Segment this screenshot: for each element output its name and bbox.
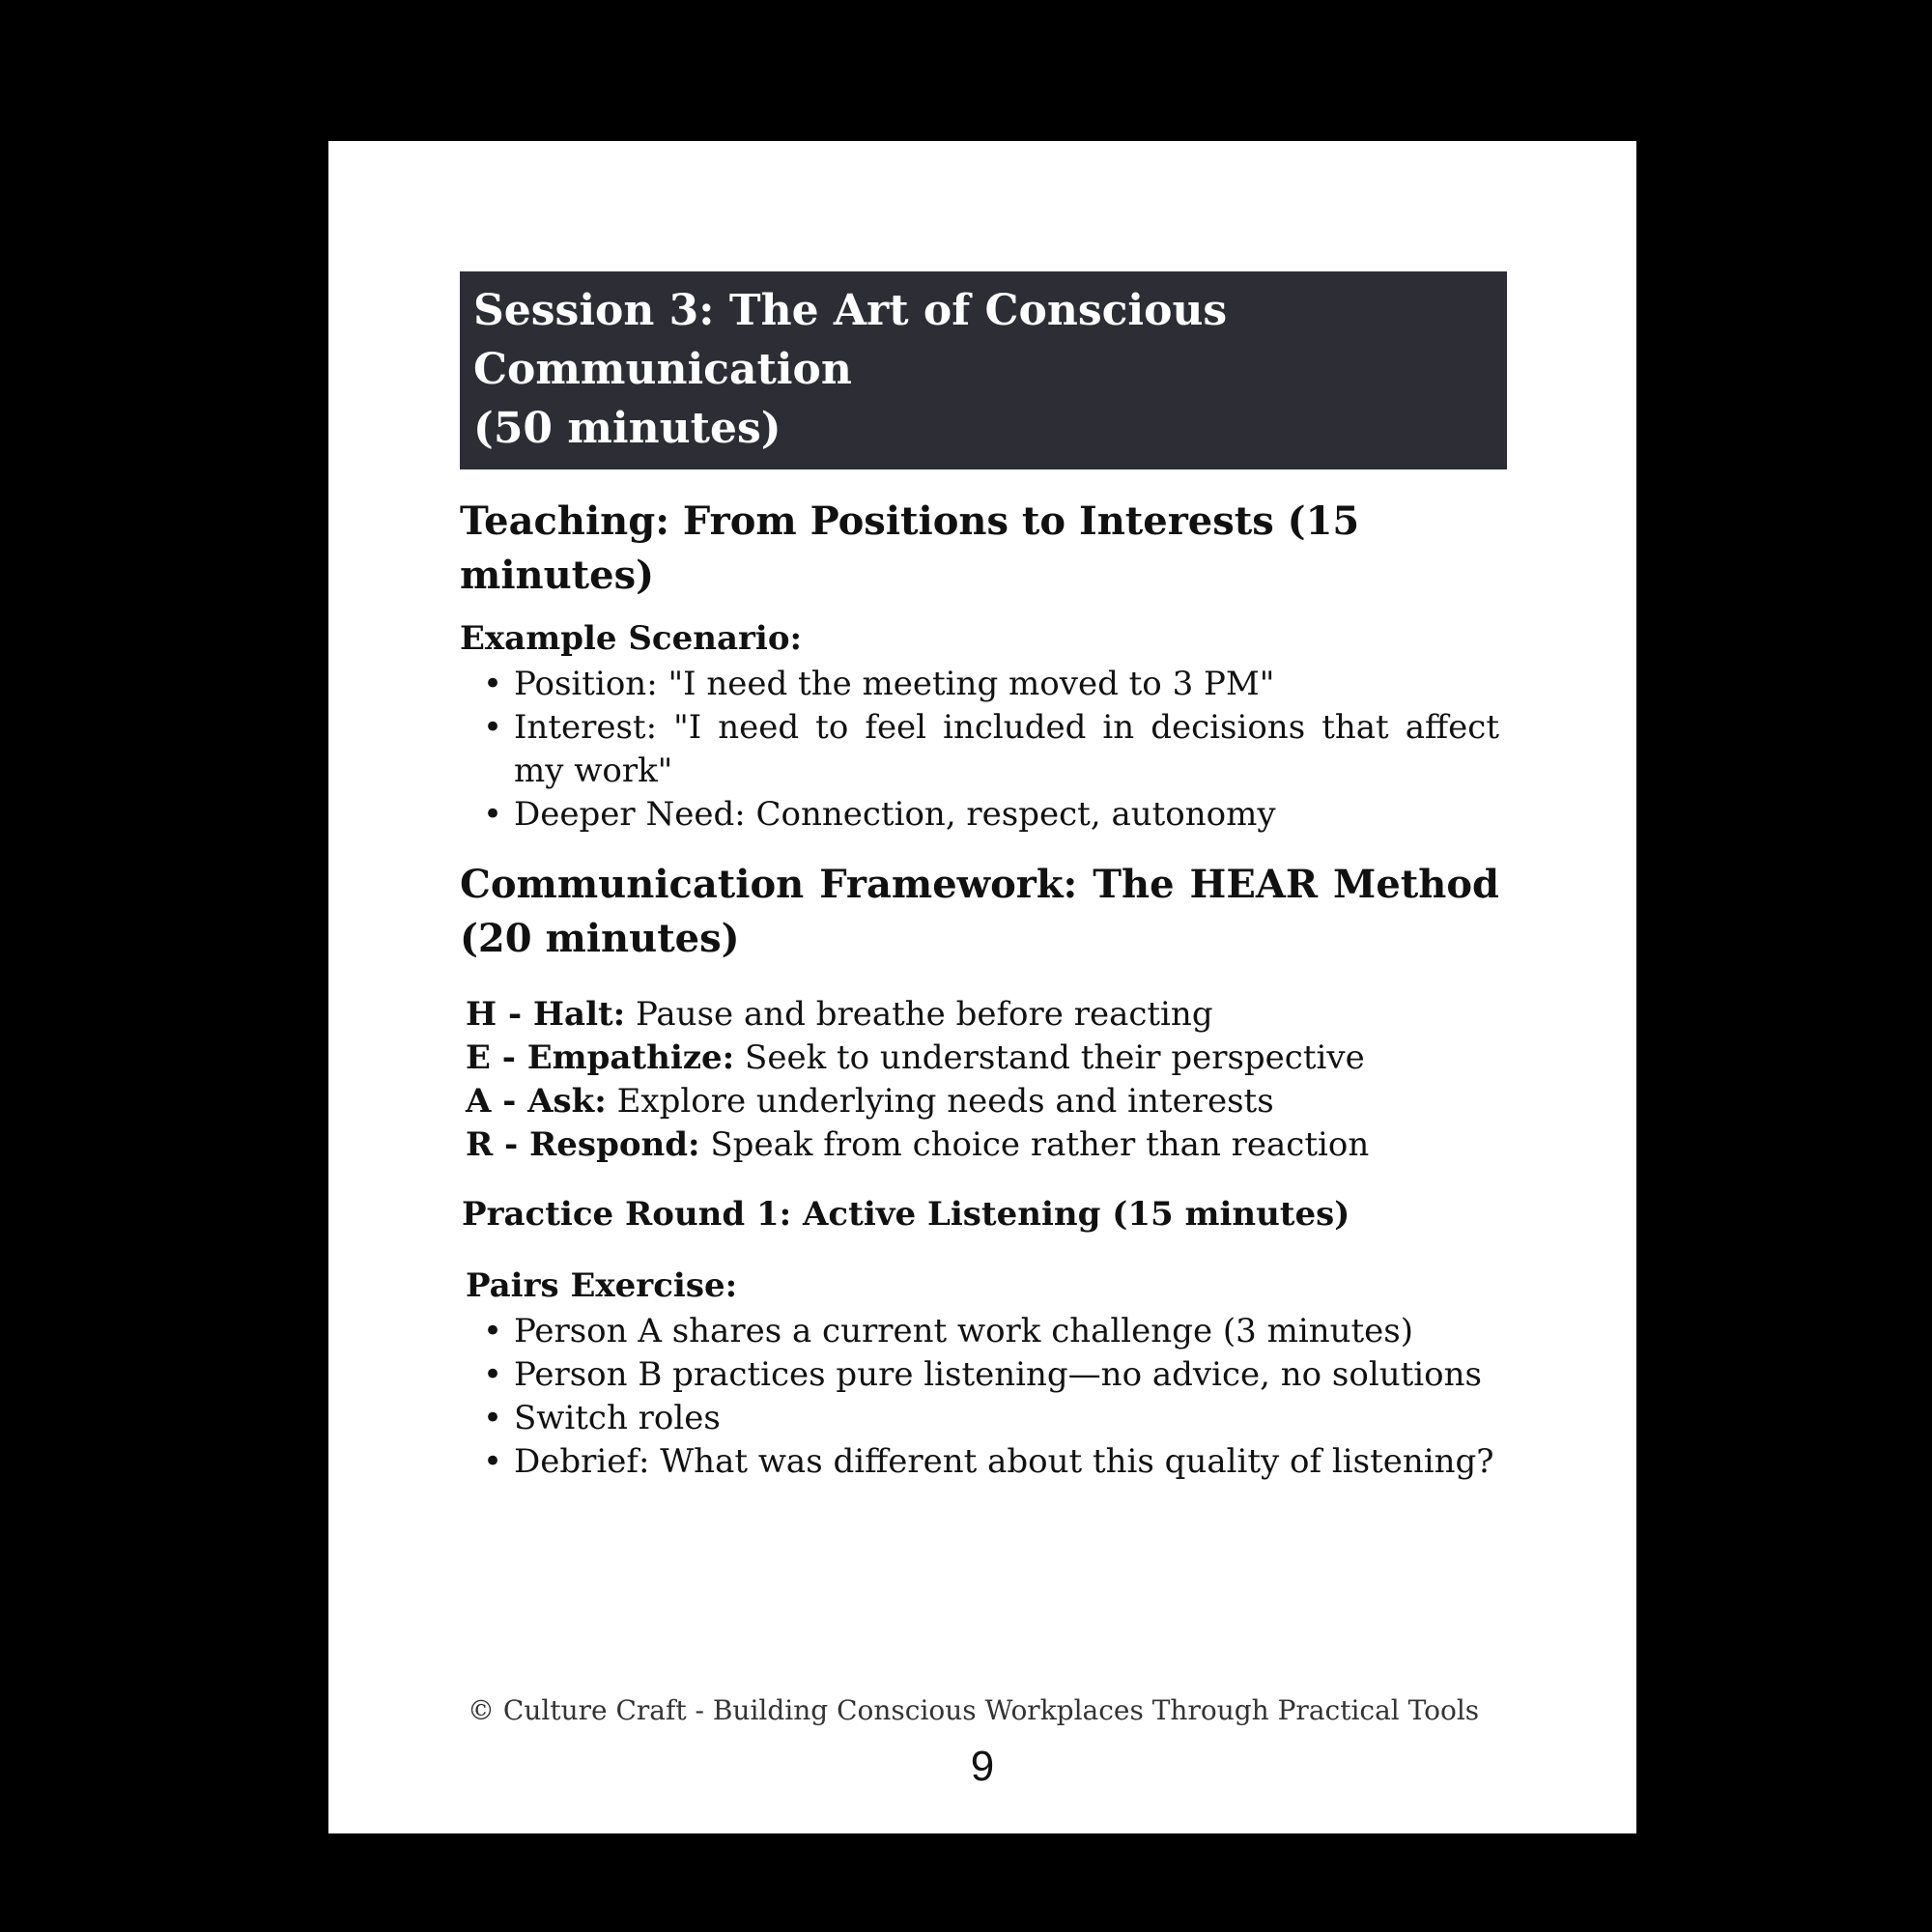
page-content [460,271,1507,1484]
document-page [328,141,1636,1833]
hear-step-ask [466,1080,1507,1123]
list-item [460,1310,1499,1353]
bullet-icon: • [483,708,503,747]
footer-copyright: © Culture Craft - Building Conscious Workplaces Through Practical Tools [468,1694,1480,1726]
session-title-line-2: (50 minutes) [473,404,781,453]
page-number: 9 [970,1743,995,1790]
framework-heading-line-2: (20 minutes) [460,916,740,961]
list-item-text: Deeper Need: Connection, respect, autonomy [514,795,1276,834]
hear-step-respond [466,1123,1507,1167]
hear-step-halt [466,993,1507,1037]
example-scenario-label: Example Scenario: [460,619,803,658]
list-item [460,793,1499,837]
list-item [460,706,1499,793]
teaching-heading: Teaching: From Positions to Interests (15 minutes) [460,498,1360,598]
list-item-text: Position: "I need the meeting moved to 3 PM" [514,665,1275,703]
hear-method-steps [466,993,1507,1167]
hear-step-key: R - Respond: [466,1125,700,1164]
hear-step-text: Pause and breathe before reacting [625,995,1213,1034]
list-item [460,1440,1499,1484]
practice-round-heading: Practice Round 1: Active Listening (15 minutes) [462,1195,1350,1234]
hear-step-empathize [466,1037,1507,1080]
pairs-exercise-list [460,1310,1507,1484]
bullet-icon: • [483,795,503,834]
bullet-icon: • [483,665,503,703]
hear-step-key: A - Ask: [466,1082,607,1121]
framework-heading-line-1: Communication Framework: The HEAR Method [460,862,1499,907]
framework-heading [460,858,1499,966]
hear-step-key: H - Halt: [466,995,626,1034]
list-item-text: Person B practices pure listening—no advice, no solutions [514,1355,1482,1394]
hear-step-text: Seek to understand their perspective [734,1038,1365,1077]
pairs-exercise-label: Pairs Exercise: [466,1266,738,1305]
session-title-banner [460,271,1507,469]
list-item-text: Interest: "I need to feel included in decisions that affect my work" [514,708,1499,790]
list-item-text: Debrief: What was different about this quality of listening? [514,1442,1494,1481]
list-item-text: Switch roles [514,1399,721,1437]
list-item [460,1353,1499,1397]
bullet-icon: • [483,1355,503,1394]
hear-step-text: Explore underlying needs and interests [606,1082,1274,1121]
bullet-icon: • [483,1312,503,1350]
hear-step-key: E - Empathize: [466,1038,735,1077]
example-scenario-list [460,663,1507,837]
list-item [460,663,1499,706]
list-item [460,1397,1499,1440]
hear-step-text: Speak from choice rather than reaction [699,1125,1370,1164]
list-item-text: Person A shares a current work challenge (3 minutes) [514,1312,1413,1350]
bullet-icon: • [483,1442,503,1481]
bullet-icon: • [483,1399,503,1437]
session-title-line-1: Session 3: The Art of Conscious Communication [473,286,1228,394]
